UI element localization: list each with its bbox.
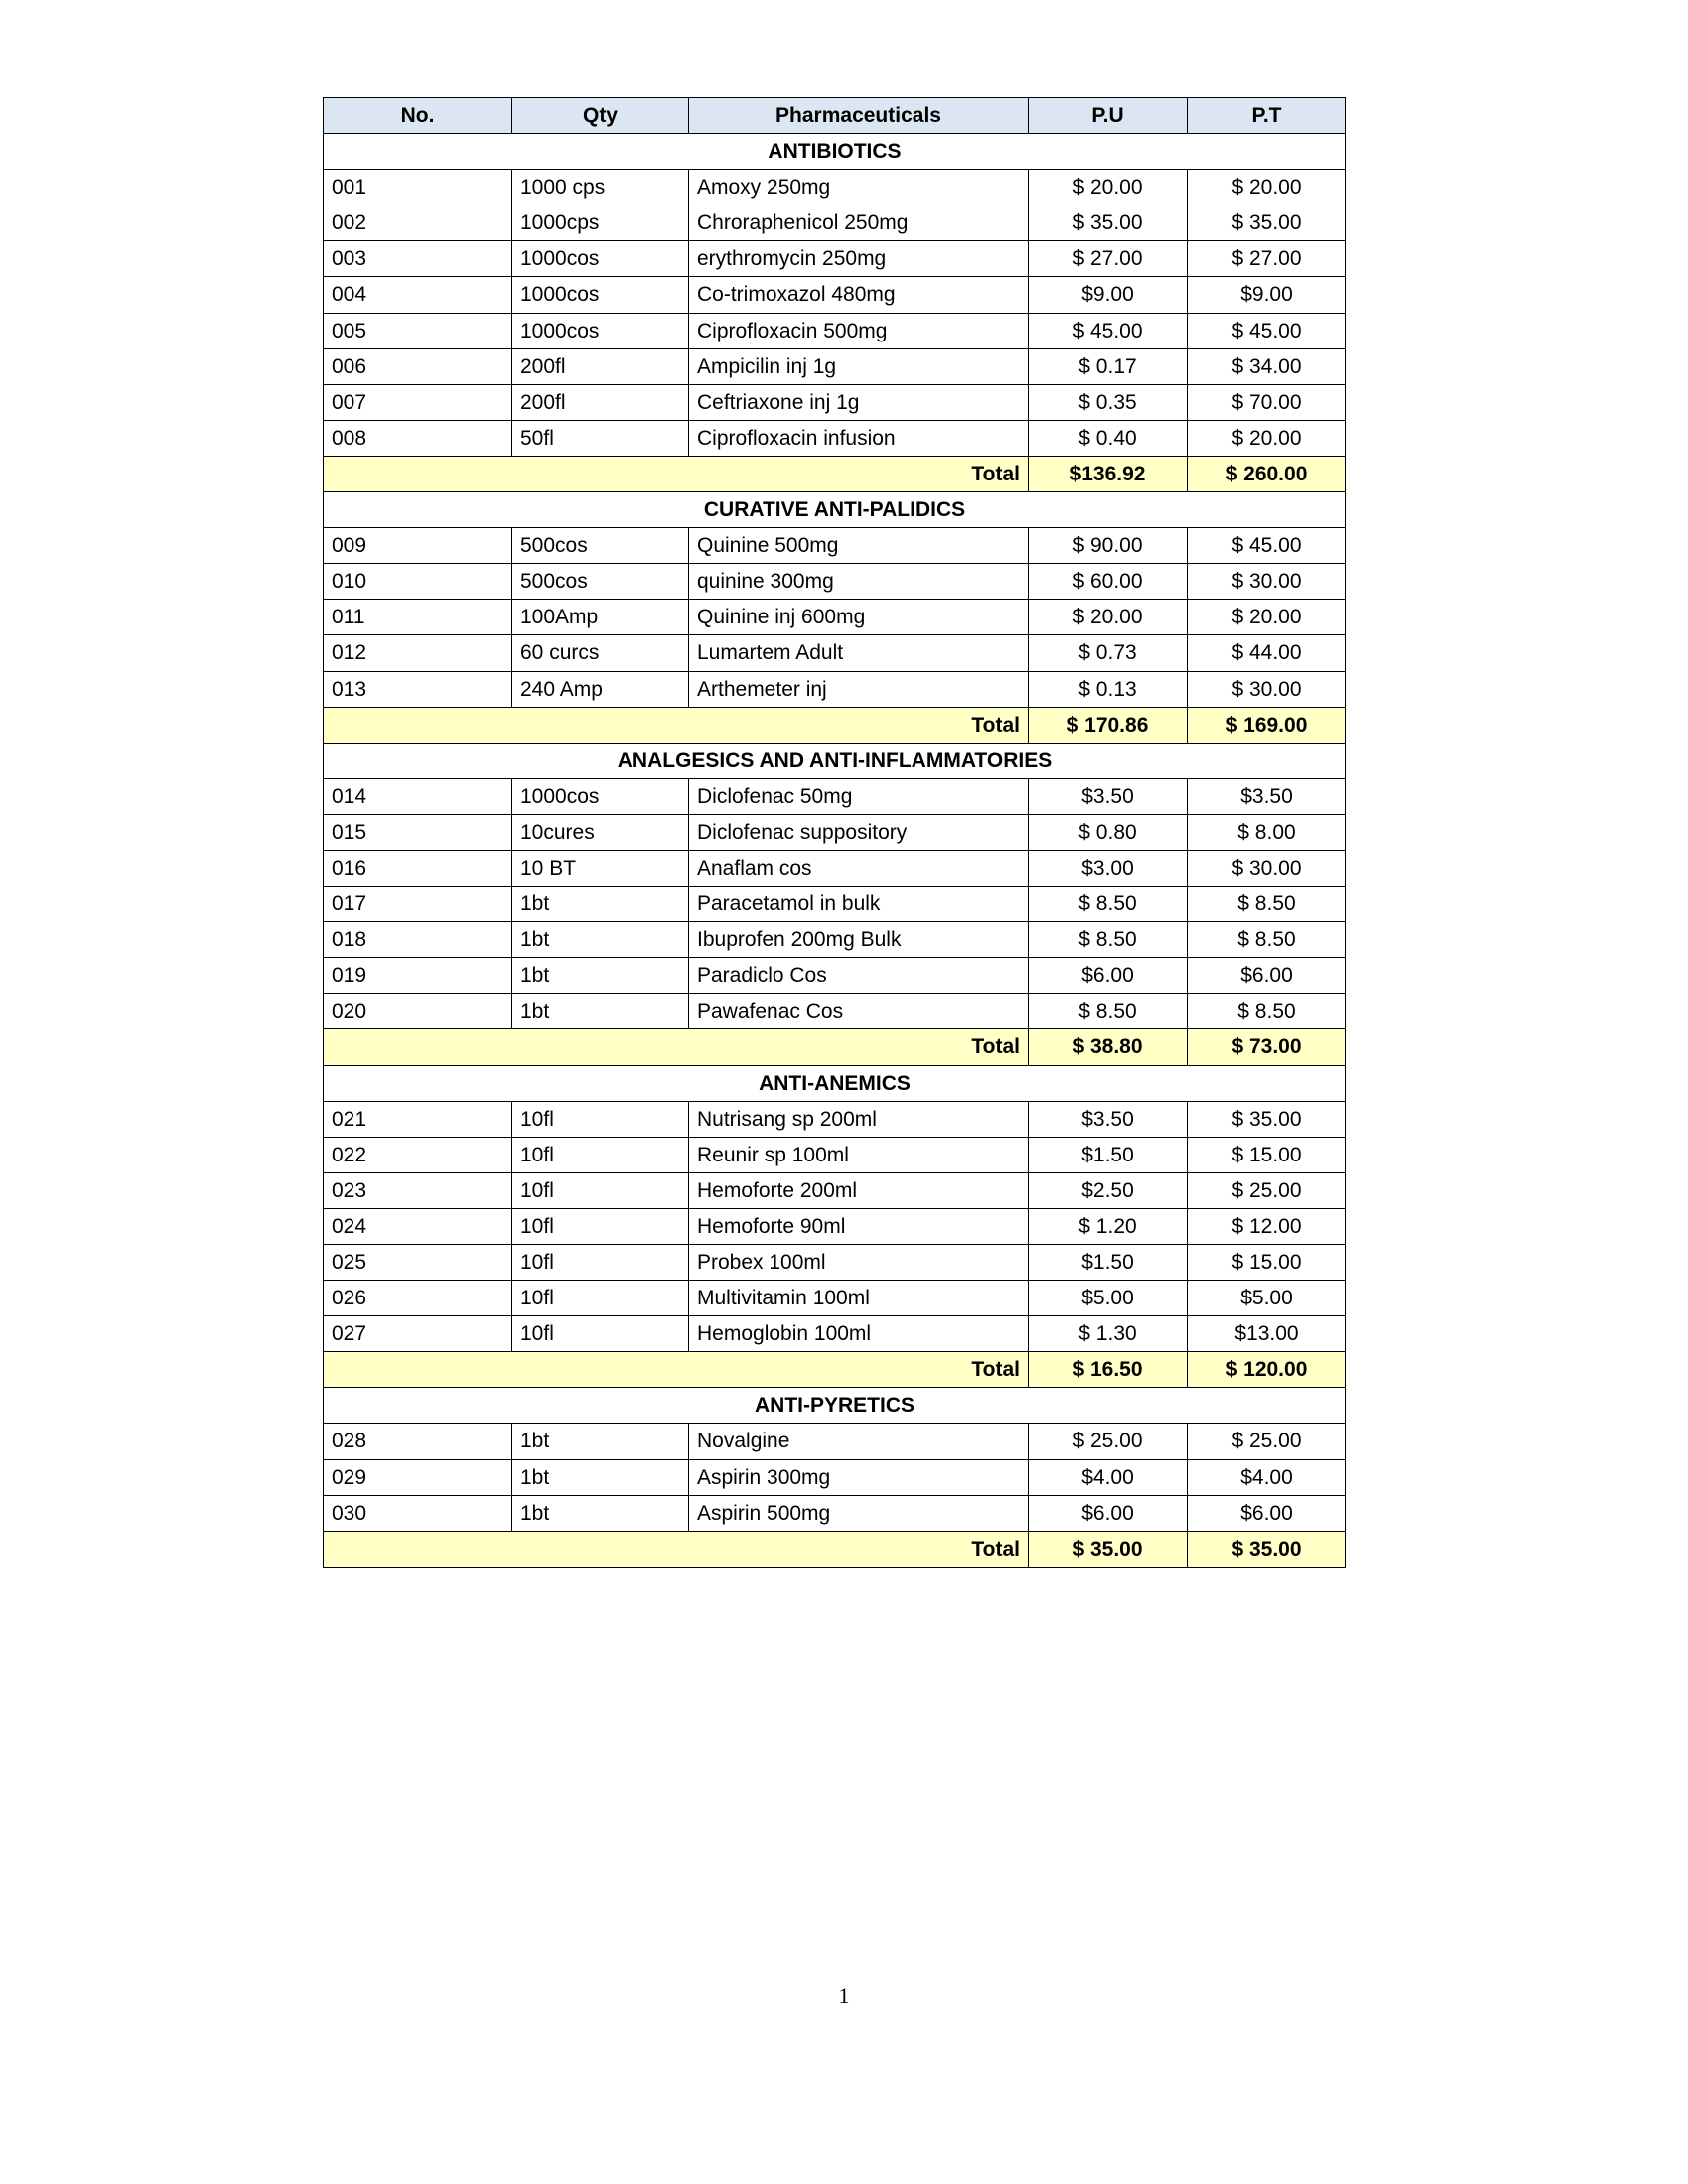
cell-pharmaceutical: Pawafenac Cos	[689, 994, 1029, 1029]
cell-pharmaceutical: Anaflam cos	[689, 850, 1029, 886]
cell-pharmaceutical: Reunir sp 100ml	[689, 1137, 1029, 1172]
category-title: ANTI-ANEMICS	[324, 1065, 1346, 1101]
total-total-price: $ 35.00	[1188, 1531, 1346, 1567]
table-row	[324, 1316, 1346, 1352]
table-row	[324, 384, 1346, 420]
cell-no: 006	[324, 348, 512, 384]
cell-no: 018	[324, 922, 512, 958]
cell-no: 016	[324, 850, 512, 886]
cell-qty: 200fl	[512, 348, 689, 384]
cell-qty: 1bt	[512, 922, 689, 958]
cell-pharmaceutical: Hemoforte 200ml	[689, 1172, 1029, 1208]
section-total-row	[324, 1352, 1346, 1388]
cell-pharmaceutical: Probex 100ml	[689, 1245, 1029, 1281]
table-row	[324, 1495, 1346, 1531]
cell-pharmaceutical: Paracetamol in bulk	[689, 887, 1029, 922]
cell-no: 017	[324, 887, 512, 922]
cell-pharmaceutical: Novalgine	[689, 1424, 1029, 1459]
cell-total-price: $ 8.50	[1188, 994, 1346, 1029]
cell-pharmaceutical: Quinine 500mg	[689, 528, 1029, 564]
cell-qty: 1bt	[512, 1495, 689, 1531]
cell-unit-price: $1.50	[1029, 1137, 1188, 1172]
table-header	[324, 98, 1346, 134]
cell-unit-price: $ 1.20	[1029, 1208, 1188, 1244]
table-row	[324, 1101, 1346, 1137]
total-total-price: $ 260.00	[1188, 456, 1346, 491]
table-row	[324, 778, 1346, 814]
cell-total-price: $9.00	[1188, 277, 1346, 313]
category-row	[324, 1388, 1346, 1424]
cell-no: 021	[324, 1101, 512, 1137]
cell-unit-price: $ 60.00	[1029, 564, 1188, 600]
table-row	[324, 887, 1346, 922]
cell-unit-price: $6.00	[1029, 958, 1188, 994]
cell-no: 003	[324, 241, 512, 277]
cell-total-price: $ 15.00	[1188, 1137, 1346, 1172]
cell-qty: 1bt	[512, 958, 689, 994]
cell-total-price: $ 30.00	[1188, 671, 1346, 707]
cell-unit-price: $ 0.35	[1029, 384, 1188, 420]
section-total-row	[324, 1531, 1346, 1567]
cell-pharmaceutical: Aspirin 500mg	[689, 1495, 1029, 1531]
category-row	[324, 134, 1346, 170]
cell-pharmaceutical: Co-trimoxazol 480mg	[689, 277, 1029, 313]
table-row	[324, 205, 1346, 241]
cell-unit-price: $ 20.00	[1029, 600, 1188, 635]
cell-unit-price: $ 0.80	[1029, 814, 1188, 850]
table-row	[324, 922, 1346, 958]
table-row	[324, 671, 1346, 707]
cell-no: 002	[324, 205, 512, 241]
cell-unit-price: $ 20.00	[1029, 170, 1188, 205]
total-unit-price: $ 16.50	[1029, 1352, 1188, 1388]
total-unit-price: $ 38.80	[1029, 1029, 1188, 1065]
cell-no: 010	[324, 564, 512, 600]
total-unit-price: $ 170.86	[1029, 707, 1188, 743]
table-row	[324, 277, 1346, 313]
cell-qty: 1000cos	[512, 778, 689, 814]
cell-unit-price: $ 35.00	[1029, 205, 1188, 241]
table-row	[324, 170, 1346, 205]
cell-qty: 1bt	[512, 1424, 689, 1459]
cell-no: 023	[324, 1172, 512, 1208]
cell-unit-price: $ 1.30	[1029, 1316, 1188, 1352]
section-total-row	[324, 456, 1346, 491]
cell-unit-price: $3.50	[1029, 1101, 1188, 1137]
cell-no: 027	[324, 1316, 512, 1352]
cell-total-price: $ 20.00	[1188, 420, 1346, 456]
cell-qty: 10fl	[512, 1208, 689, 1244]
column-header-pt: P.T	[1188, 98, 1346, 134]
table-row	[324, 1459, 1346, 1495]
cell-no: 022	[324, 1137, 512, 1172]
cell-qty: 50fl	[512, 420, 689, 456]
table-row	[324, 635, 1346, 671]
cell-unit-price: $ 27.00	[1029, 241, 1188, 277]
cell-qty: 1000cos	[512, 277, 689, 313]
cell-unit-price: $ 8.50	[1029, 887, 1188, 922]
cell-qty: 1bt	[512, 887, 689, 922]
cell-unit-price: $ 0.73	[1029, 635, 1188, 671]
cell-qty: 1bt	[512, 994, 689, 1029]
cell-unit-price: $4.00	[1029, 1459, 1188, 1495]
cell-pharmaceutical: Ciprofloxacin infusion	[689, 420, 1029, 456]
cell-qty: 10fl	[512, 1281, 689, 1316]
category-row	[324, 743, 1346, 778]
cell-total-price: $ 12.00	[1188, 1208, 1346, 1244]
table-row	[324, 1281, 1346, 1316]
cell-pharmaceutical: Ciprofloxacin 500mg	[689, 313, 1029, 348]
cell-pharmaceutical: Aspirin 300mg	[689, 1459, 1029, 1495]
cell-qty: 100Amp	[512, 600, 689, 635]
cell-qty: 200fl	[512, 384, 689, 420]
cell-total-price: $ 27.00	[1188, 241, 1346, 277]
cell-unit-price: $ 25.00	[1029, 1424, 1188, 1459]
table-row	[324, 958, 1346, 994]
cell-qty: 1000cos	[512, 241, 689, 277]
cell-no: 026	[324, 1281, 512, 1316]
cell-total-price: $ 20.00	[1188, 600, 1346, 635]
cell-unit-price: $5.00	[1029, 1281, 1188, 1316]
cell-qty: 60 curcs	[512, 635, 689, 671]
cell-qty: 10fl	[512, 1101, 689, 1137]
total-unit-price: $ 35.00	[1029, 1531, 1188, 1567]
cell-no: 009	[324, 528, 512, 564]
cell-unit-price: $ 0.13	[1029, 671, 1188, 707]
cell-unit-price: $6.00	[1029, 1495, 1188, 1531]
cell-pharmaceutical: Amoxy 250mg	[689, 170, 1029, 205]
total-label: Total	[324, 456, 1029, 491]
cell-pharmaceutical: Ibuprofen 200mg Bulk	[689, 922, 1029, 958]
cell-total-price: $ 15.00	[1188, 1245, 1346, 1281]
table-row	[324, 850, 1346, 886]
cell-qty: 1000cos	[512, 313, 689, 348]
cell-unit-price: $ 8.50	[1029, 922, 1188, 958]
cell-no: 024	[324, 1208, 512, 1244]
cell-no: 028	[324, 1424, 512, 1459]
cell-qty: 10 BT	[512, 850, 689, 886]
cell-qty: 10fl	[512, 1172, 689, 1208]
page-number: 1	[838, 1983, 850, 2008]
cell-qty: 500cos	[512, 528, 689, 564]
cell-total-price: $ 34.00	[1188, 348, 1346, 384]
cell-total-price: $ 35.00	[1188, 1101, 1346, 1137]
cell-qty: 240 Amp	[512, 671, 689, 707]
cell-pharmaceutical: Paradiclo Cos	[689, 958, 1029, 994]
total-label: Total	[324, 707, 1029, 743]
table-row	[324, 420, 1346, 456]
total-label: Total	[324, 1352, 1029, 1388]
cell-no: 014	[324, 778, 512, 814]
cell-unit-price: $ 0.17	[1029, 348, 1188, 384]
table-header-row	[324, 98, 1346, 134]
category-title: ANTIBIOTICS	[324, 134, 1346, 170]
table-body	[324, 134, 1346, 1568]
table-row	[324, 241, 1346, 277]
column-header-pharmaceuticals: Pharmaceuticals	[689, 98, 1029, 134]
column-header-pu: P.U	[1029, 98, 1188, 134]
total-label: Total	[324, 1029, 1029, 1065]
cell-pharmaceutical: quinine 300mg	[689, 564, 1029, 600]
cell-qty: 10fl	[512, 1245, 689, 1281]
cell-no: 013	[324, 671, 512, 707]
cell-no: 029	[324, 1459, 512, 1495]
cell-total-price: $ 20.00	[1188, 170, 1346, 205]
cell-total-price: $3.50	[1188, 778, 1346, 814]
cell-no: 019	[324, 958, 512, 994]
cell-qty: 1000cps	[512, 205, 689, 241]
cell-unit-price: $3.00	[1029, 850, 1188, 886]
cell-no: 012	[324, 635, 512, 671]
table-row	[324, 564, 1346, 600]
cell-total-price: $ 30.00	[1188, 564, 1346, 600]
cell-qty: 10fl	[512, 1137, 689, 1172]
cell-total-price: $5.00	[1188, 1281, 1346, 1316]
cell-no: 011	[324, 600, 512, 635]
cell-no: 030	[324, 1495, 512, 1531]
section-total-row	[324, 1029, 1346, 1065]
cell-no: 020	[324, 994, 512, 1029]
cell-total-price: $ 44.00	[1188, 635, 1346, 671]
cell-pharmaceutical: erythromycin 250mg	[689, 241, 1029, 277]
table-row	[324, 814, 1346, 850]
total-label: Total	[324, 1531, 1029, 1567]
cell-unit-price: $1.50	[1029, 1245, 1188, 1281]
cell-total-price: $ 8.50	[1188, 922, 1346, 958]
cell-qty: 1bt	[512, 1459, 689, 1495]
cell-pharmaceutical: Ampicilin inj 1g	[689, 348, 1029, 384]
cell-no: 015	[324, 814, 512, 850]
cell-pharmaceutical: Diclofenac suppository	[689, 814, 1029, 850]
category-row	[324, 1065, 1346, 1101]
cell-pharmaceutical: Hemoforte 90ml	[689, 1208, 1029, 1244]
cell-pharmaceutical: Chroraphenicol 250mg	[689, 205, 1029, 241]
table-row	[324, 994, 1346, 1029]
cell-unit-price: $3.50	[1029, 778, 1188, 814]
cell-no: 007	[324, 384, 512, 420]
cell-total-price: $ 45.00	[1188, 313, 1346, 348]
cell-pharmaceutical: Diclofenac 50mg	[689, 778, 1029, 814]
column-header-no: No.	[324, 98, 512, 134]
total-total-price: $ 73.00	[1188, 1029, 1346, 1065]
category-row	[324, 492, 1346, 528]
table-row	[324, 348, 1346, 384]
category-title: CURATIVE ANTI-PALIDICS	[324, 492, 1346, 528]
cell-unit-price: $ 0.40	[1029, 420, 1188, 456]
cell-pharmaceutical: Nutrisang sp 200ml	[689, 1101, 1029, 1137]
cell-total-price: $ 25.00	[1188, 1172, 1346, 1208]
cell-no: 005	[324, 313, 512, 348]
cell-pharmaceutical: Quinine inj 600mg	[689, 600, 1029, 635]
cell-total-price: $4.00	[1188, 1459, 1346, 1495]
pharmaceuticals-price-table	[323, 97, 1346, 1568]
cell-unit-price: $ 45.00	[1029, 313, 1188, 348]
cell-total-price: $ 35.00	[1188, 205, 1346, 241]
total-unit-price: $136.92	[1029, 456, 1188, 491]
section-total-row	[324, 707, 1346, 743]
table-row	[324, 1172, 1346, 1208]
cell-no: 025	[324, 1245, 512, 1281]
cell-total-price: $6.00	[1188, 1495, 1346, 1531]
category-title: ANALGESICS AND ANTI-INFLAMMATORIES	[324, 743, 1346, 778]
table-row	[324, 1245, 1346, 1281]
cell-total-price: $ 30.00	[1188, 850, 1346, 886]
cell-unit-price: $ 90.00	[1029, 528, 1188, 564]
cell-total-price: $13.00	[1188, 1316, 1346, 1352]
total-total-price: $ 169.00	[1188, 707, 1346, 743]
category-title: ANTI-PYRETICS	[324, 1388, 1346, 1424]
cell-total-price: $ 8.00	[1188, 814, 1346, 850]
table-row	[324, 528, 1346, 564]
table-row	[324, 600, 1346, 635]
cell-qty: 500cos	[512, 564, 689, 600]
cell-total-price: $ 45.00	[1188, 528, 1346, 564]
cell-total-price: $ 70.00	[1188, 384, 1346, 420]
cell-total-price: $ 25.00	[1188, 1424, 1346, 1459]
table-row	[324, 1424, 1346, 1459]
cell-no: 004	[324, 277, 512, 313]
cell-unit-price: $9.00	[1029, 277, 1188, 313]
column-header-qty: Qty	[512, 98, 689, 134]
cell-total-price: $6.00	[1188, 958, 1346, 994]
cell-pharmaceutical: Hemoglobin 100ml	[689, 1316, 1029, 1352]
cell-pharmaceutical: Multivitamin 100ml	[689, 1281, 1029, 1316]
pharmaceuticals-price-table-wrapper	[323, 97, 1345, 1568]
cell-pharmaceutical: Lumartem Adult	[689, 635, 1029, 671]
cell-pharmaceutical: Ceftriaxone inj 1g	[689, 384, 1029, 420]
cell-unit-price: $2.50	[1029, 1172, 1188, 1208]
cell-unit-price: $ 8.50	[1029, 994, 1188, 1029]
table-row	[324, 1137, 1346, 1172]
cell-pharmaceutical: Arthemeter inj	[689, 671, 1029, 707]
cell-no: 001	[324, 170, 512, 205]
cell-qty: 10fl	[512, 1316, 689, 1352]
cell-total-price: $ 8.50	[1188, 887, 1346, 922]
cell-qty: 1000 cps	[512, 170, 689, 205]
cell-no: 008	[324, 420, 512, 456]
table-row	[324, 1208, 1346, 1244]
table-row	[324, 313, 1346, 348]
total-total-price: $ 120.00	[1188, 1352, 1346, 1388]
cell-qty: 10cures	[512, 814, 689, 850]
